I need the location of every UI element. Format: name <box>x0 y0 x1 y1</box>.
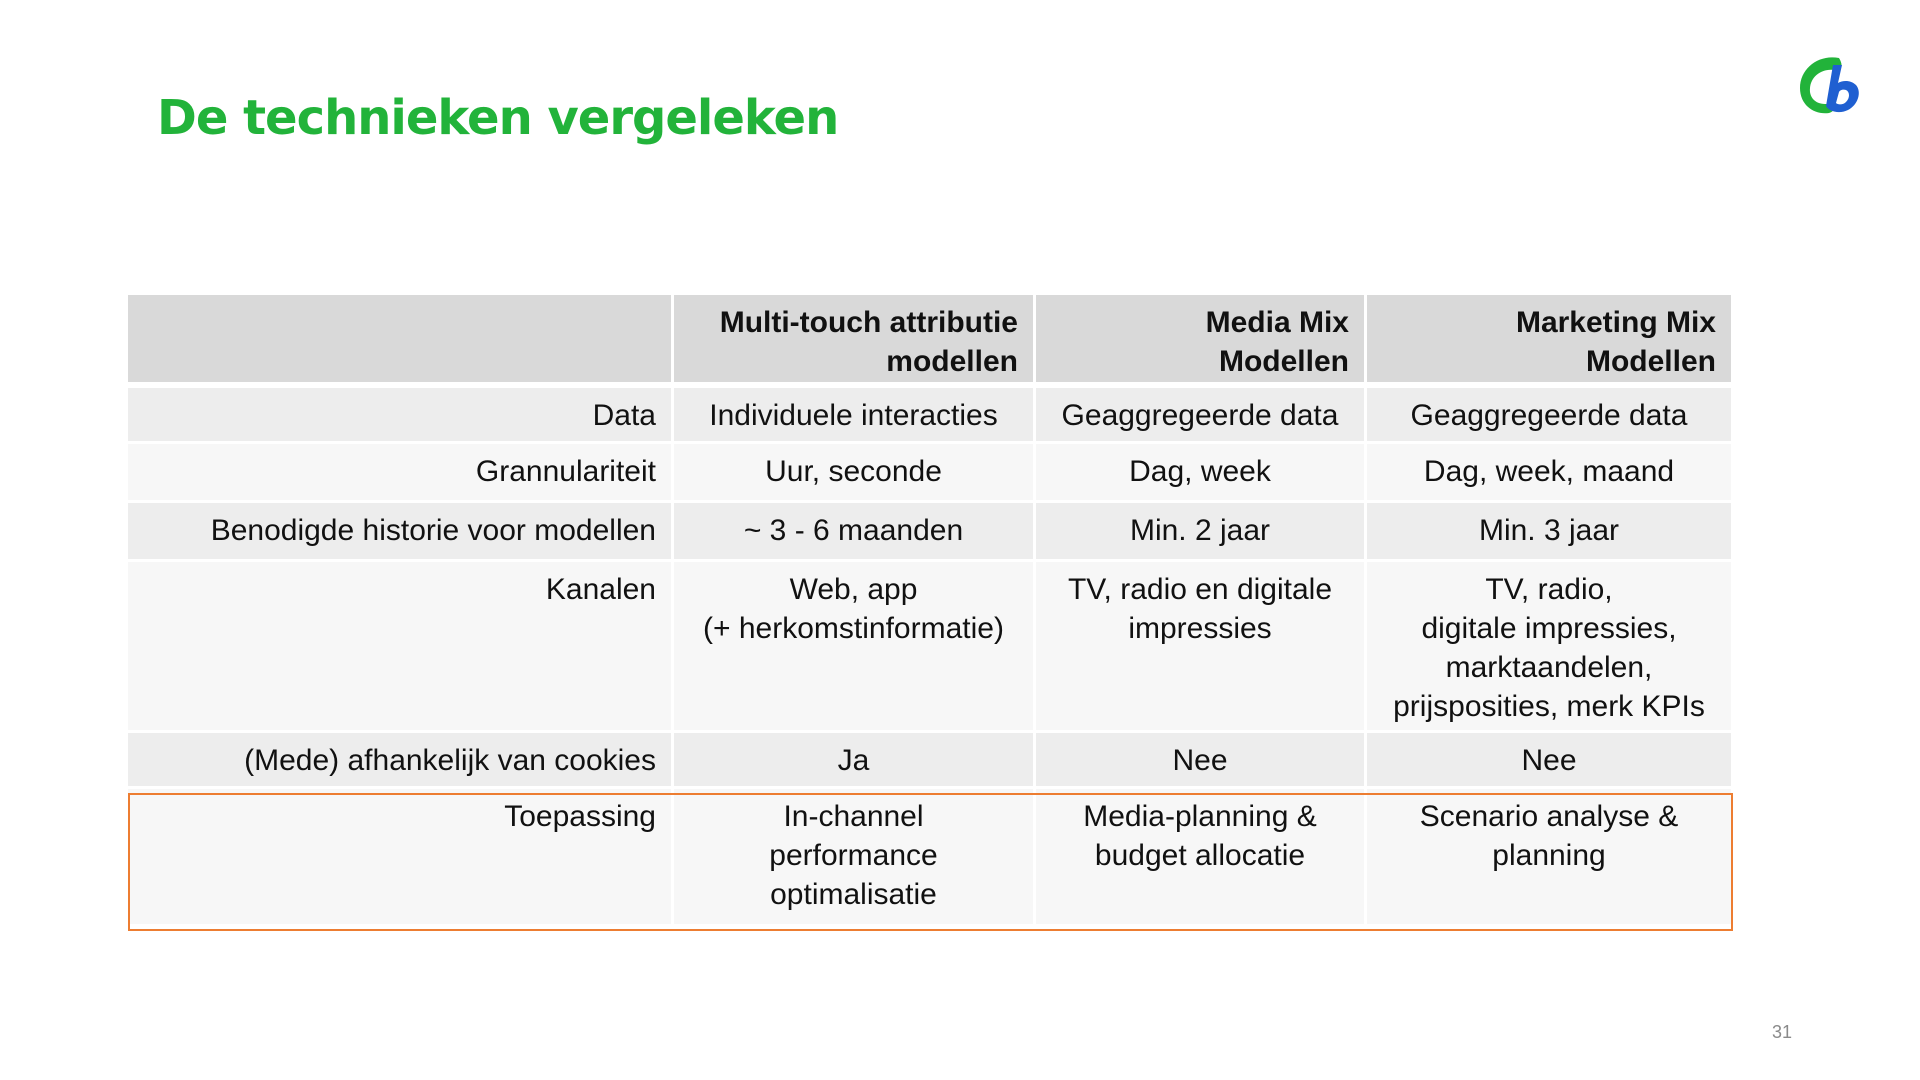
header-cell-marketing-mix: Marketing Mix Modellen <box>1364 295 1731 385</box>
row-label: (Mede) afhankelijk van cookies <box>128 730 671 786</box>
table-cell: ~ 3 - 6 maanden <box>671 500 1033 559</box>
table-header-row <box>128 295 1731 385</box>
table-cell: Min. 3 jaar <box>1364 500 1731 559</box>
table-row-kanalen <box>128 559 1731 730</box>
row-label: Data <box>128 385 671 441</box>
table-cell: In-channel performance optimalisatie <box>671 786 1033 924</box>
table-row-cookies <box>128 730 1731 786</box>
table-cell: Nee <box>1033 730 1364 786</box>
comparison-table <box>128 295 1731 924</box>
table-cell: Dag, week, maand <box>1364 441 1731 500</box>
table-row-toepassing <box>128 786 1731 924</box>
table-cell: Media-planning & budget allocatie <box>1033 786 1364 924</box>
table-row-historie <box>128 500 1731 559</box>
table-cell: Geaggregeerde data <box>1364 385 1731 441</box>
table-cell: Scenario analyse & planning <box>1364 786 1731 924</box>
table-row-data <box>128 385 1731 441</box>
table-cell: Geaggregeerde data <box>1033 385 1364 441</box>
table-row-granulariteit <box>128 441 1731 500</box>
table-cell: Web, app (+ herkomstinformatie) <box>671 559 1033 730</box>
header-cell-empty <box>128 295 671 385</box>
row-label: Toepassing <box>128 786 671 924</box>
row-label: Grannulariteit <box>128 441 671 500</box>
slide-title: De technieken vergeleken <box>157 90 839 146</box>
header-cell-media-mix: Media Mix Modellen <box>1033 295 1364 385</box>
table-cell: Dag, week <box>1033 441 1364 500</box>
table-cell: Individuele interacties <box>671 385 1033 441</box>
table-cell: Min. 2 jaar <box>1033 500 1364 559</box>
table-cell: Uur, seconde <box>671 441 1033 500</box>
row-label: Kanalen <box>128 559 671 730</box>
table-cell: TV, radio en digitale impressies <box>1033 559 1364 730</box>
table-cell: TV, radio, digitale impressies, marktaandelen, prijsposities, merk KPIs <box>1364 559 1731 730</box>
table-cell: Nee <box>1364 730 1731 786</box>
row-label: Benodigde historie voor modellen <box>128 500 671 559</box>
slide-number: 31 <box>1771 1022 1792 1042</box>
header-cell-multi-touch: Multi-touch attributie modellen <box>671 295 1033 385</box>
cb-logo-icon <box>1795 52 1865 120</box>
table-cell: Ja <box>671 730 1033 786</box>
